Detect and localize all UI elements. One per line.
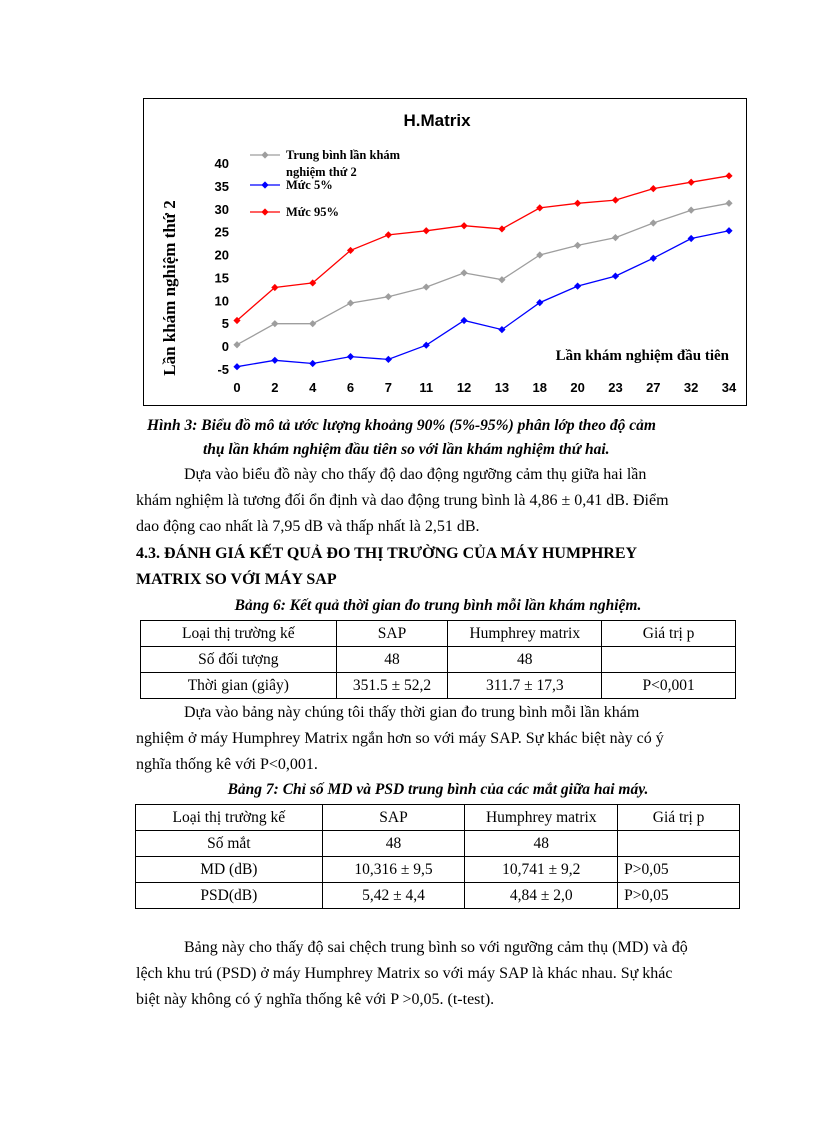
table-header-cell: Humphrey matrix [448, 621, 602, 647]
table-header-cell: Loại thị trường kế [141, 621, 337, 647]
table-header-row [136, 805, 740, 831]
chart-title: H.Matrix [403, 111, 471, 130]
table-row [136, 883, 740, 909]
table-row [141, 673, 736, 699]
paragraph-table6-description [136, 700, 740, 778]
table-cell: 48 [322, 831, 465, 857]
table-cell: PSD(dB) [136, 883, 323, 909]
y-tick-label: 5 [221, 316, 229, 332]
x-tick-label: 6 [346, 380, 355, 395]
paragraph-table7-description [136, 935, 740, 1013]
table-header-row [141, 621, 736, 647]
y-tick-label: -5 [217, 362, 229, 377]
y-tick-label: 10 [214, 293, 229, 309]
y-tick-label: 30 [214, 201, 229, 217]
paragraph-line: Bảng này cho thấy độ sai chệch trung bình so với ngưỡng cảm thụ (MD) và độ [184, 939, 688, 956]
table-cell: 351.5 ± 52,2 [336, 673, 448, 699]
x-tick-label: 4 [309, 380, 317, 395]
table-row [141, 647, 736, 673]
x-tick-label: 23 [608, 380, 623, 395]
table-cell [602, 647, 736, 673]
table-header-cell: Loại thị trường kế [136, 805, 323, 831]
paragraph-line: lệch khu trú (PSD) ở máy Humphrey Matrix so với máy SAP là khác nhau. Sự khác [136, 965, 673, 982]
y-tick-label: 0 [221, 339, 229, 355]
table-cell: 4,84 ± 2,0 [465, 883, 618, 909]
table-cell: MD (dB) [136, 857, 323, 883]
table-cell: Thời gian (giây) [141, 673, 337, 699]
figure-caption-line2: thụ lần khám nghiệm đầu tiên so với lần khám nghiệm thứ hai. [203, 441, 610, 458]
paragraph-chart-description [136, 462, 740, 540]
x-tick-label: 0 [233, 380, 241, 395]
table7 [135, 804, 740, 909]
table-header-cell: SAP [322, 805, 465, 831]
table-row [136, 857, 740, 883]
paragraph-line: Dựa vào bảng này chúng tôi thấy thời gian đo trung bình mỗi lần khám [184, 704, 640, 721]
table-header-cell: SAP [336, 621, 448, 647]
table-cell: 48 [465, 831, 618, 857]
figure-caption [147, 414, 747, 462]
paragraph-line: dao động cao nhất là 7,95 dB và thấp nhất là 2,51 dB. [136, 518, 480, 535]
x-tick-label: 12 [456, 380, 472, 395]
paragraph-line: khám nghiệm là tương đối ổn định và dao động trung bình là 4,86 ± 0,41 dB. Điểm [136, 492, 669, 509]
x-tick-label: 11 [419, 380, 434, 395]
section-heading [136, 541, 740, 593]
table-cell: P<0,001 [602, 673, 736, 699]
legend-label: nghiệm thứ 2 [286, 165, 357, 179]
table6 [140, 620, 736, 699]
table-cell: 311.7 ± 17,3 [448, 673, 602, 699]
section-heading-line2: MATRIX SO VỚI MÁY SAP [136, 571, 337, 588]
x-tick-label: 7 [384, 380, 393, 395]
x-tick-label: 34 [721, 380, 737, 395]
table-cell: P>0,05 [618, 857, 740, 883]
paragraph-line: nghiệm ở máy Humphrey Matrix ngắn hơn so với máy SAP. Sự khác biệt này có ý [136, 730, 664, 747]
paragraph-line: biệt này không có ý nghĩa thống kê với P >0,05. (t-test). [136, 991, 495, 1008]
table-row [136, 831, 740, 857]
chart-xlabel: Lần khám nghiệm đầu tiên [555, 348, 729, 364]
table-header-cell: Humphrey matrix [465, 805, 618, 831]
table6-caption: Bảng 6: Kết quả thời gian đo trung bình mỗi lần khám nghiệm. [234, 597, 642, 614]
x-tick-label: 27 [646, 380, 661, 395]
x-tick-label: 20 [570, 380, 585, 395]
table-cell: P>0,05 [618, 883, 740, 909]
y-tick-label: 20 [214, 247, 229, 263]
y-tick-label: 15 [214, 270, 229, 286]
figure-caption-line1: Hình 3: Biểu đồ mô tả ước lượng khoảng 90% (5%-95%) phân lớp theo độ cảm [147, 417, 656, 434]
legend-label: Trung bình lần khám [286, 148, 401, 162]
legend-label: Mức 5% [286, 178, 333, 192]
table-cell: Số mắt [136, 831, 323, 857]
paragraph-line: Dựa vào biểu đồ này cho thấy độ dao động ngưỡng cảm thụ giữa hai lần [184, 466, 647, 483]
chart-ylabel: Lần khám nghiệm thứ 2 [160, 200, 179, 376]
table-cell [618, 831, 740, 857]
table-cell: Số đối tượng [141, 647, 337, 673]
legend-label: Mức 95% [286, 205, 339, 219]
figure-chart-container [143, 98, 747, 406]
x-tick-label: 32 [683, 380, 699, 395]
paragraph-line: nghĩa thống kê với P<0,001. [136, 756, 318, 773]
table-cell: 10,316 ± 9,5 [322, 857, 465, 883]
y-tick-label: 40 [214, 156, 229, 171]
x-tick-label: 2 [271, 380, 279, 395]
table-cell: 48 [448, 647, 602, 673]
table7-caption: Bảng 7: Chỉ số MD và PSD trung bình của các mắt giữa hai máy. [227, 781, 649, 798]
table-header-cell: Giá trị p [602, 621, 736, 647]
table-cell: 10,741 ± 9,2 [465, 857, 618, 883]
h-matrix-chart [143, 98, 747, 406]
x-tick-label: 13 [494, 380, 510, 395]
section-heading-line1: 4.3. ĐÁNH GIÁ KẾT QUẢ ĐO THỊ TRƯỜNG CỦA MÁY HUMPHREY [136, 545, 638, 562]
y-tick-label: 25 [214, 224, 229, 240]
x-tick-label: 18 [532, 380, 548, 395]
y-tick-label: 35 [214, 178, 229, 194]
table-cell: 48 [336, 647, 448, 673]
table-cell: 5,42 ± 4,4 [322, 883, 465, 909]
table-header-cell: Giá trị p [618, 805, 740, 831]
